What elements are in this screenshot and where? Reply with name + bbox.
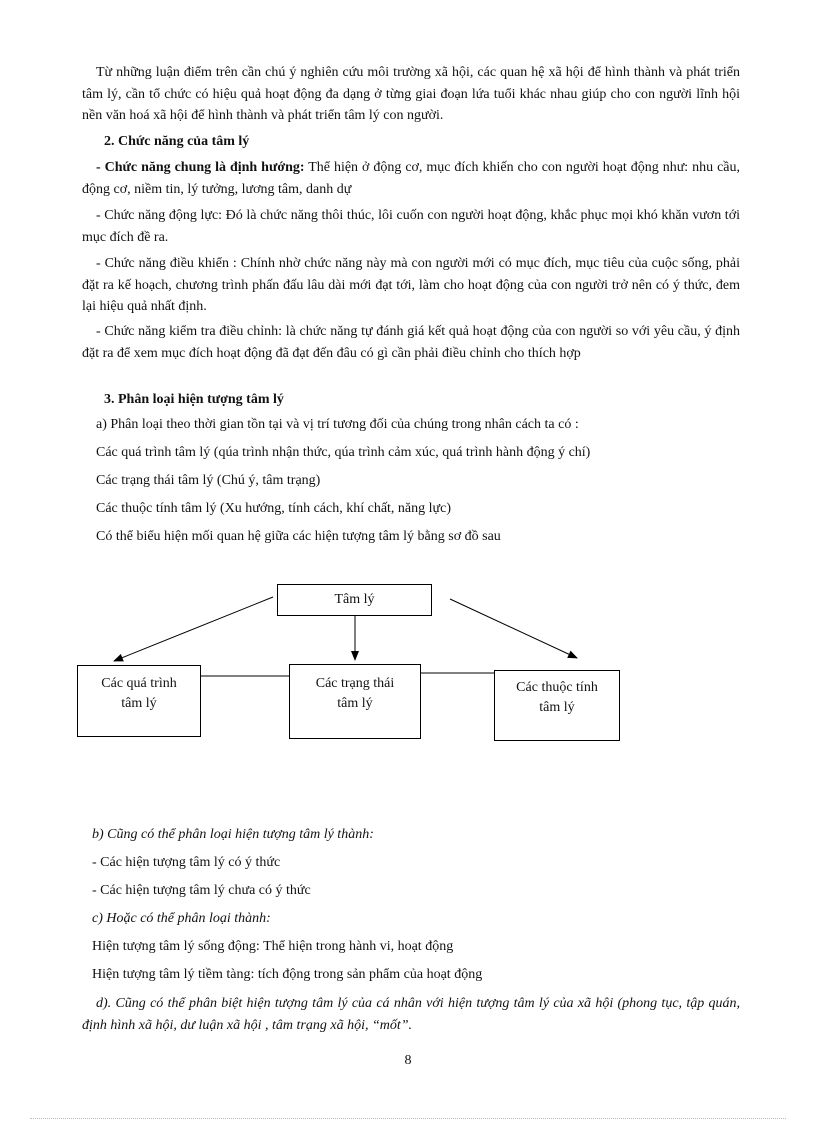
section-3-heading: 3. Phân loại hiện tượng tâm lý <box>104 392 284 407</box>
classification-c-item-1: Hiện tượng tâm lý sống động: Thể hiện trong hành vi, hoạt động <box>92 939 454 954</box>
intro-paragraph: Từ những luận điểm trên cần chú ý nghiên cứu môi trường xã hội, các quan hệ xã hội để hình thành và phát triển tâm lý, cần tổ chức có hiệu quả hoạt động đa dạng ở từng giai đoạn lứa tuổi khác nhau giúp cho con người lĩnh hội nền văn hoá xã hội để hình thành và phát triển tâm lý con người. <box>82 65 740 123</box>
states-line-1: Các trạng thái <box>315 676 395 691</box>
classification-c-title: c) Hoặc có thể phân loại thành: <box>92 911 271 926</box>
classification-a-item-1: Các quá trình tâm lý (qúa trình nhận thức, qúa trình cảm xúc, quá trình hành động ý chí) <box>96 445 591 460</box>
page-bottom-rule <box>30 1118 786 1119</box>
attributes-line-1: Các thuộc tính <box>516 680 598 695</box>
diagram-root-label: Tâm lý <box>334 592 375 607</box>
diagram-box-states <box>289 664 421 739</box>
function-adjust-paragraph: - Chức năng kiểm tra điều chỉnh: là chức năng tự đánh giá kết quả hoạt động của con người so với yêu cầu, ý định đặt ra để xem mục đích hoạt động đã đạt đến đâu có gì cần phải điều chỉnh cho thích hợp <box>82 324 740 361</box>
diagram-box-processes <box>77 665 201 737</box>
processes-line-2: tâm lý <box>121 696 157 711</box>
page-number: 8 <box>404 1053 412 1068</box>
function-general-label: - Chức năng chung là định hướng: <box>96 160 305 175</box>
classification-b-item-2: - Các hiện tượng tâm lý chưa có ý thức <box>92 883 311 898</box>
function-general-text: Thể hiện ở động cơ, mục đích khiến cho con người hoạt động như: nhu cầu, động cơ, niềm tin, lý tưởng, lương tâm, danh dự <box>82 160 741 197</box>
classification-b-item-1: - Các hiện tượng tâm lý có ý thức <box>92 855 281 870</box>
attributes-line-2: tâm lý <box>539 700 575 715</box>
processes-line-1: Các quá trình <box>101 676 177 691</box>
classification-b-title: b) Cũng có thể phân loại hiện tượng tâm lý thành: <box>92 827 374 842</box>
classification-a-item-3: Các thuộc tính tâm lý (Xu hướng, tính cách, khí chất, năng lực) <box>96 501 451 516</box>
function-motivation-paragraph: - Chức năng động lực: Đó là chức năng thôi thúc, lôi cuốn con người hoạt động, khắc phục mọi khó khăn vươn tới mục đích đề ra. <box>82 208 740 245</box>
arrow-to-right-box <box>450 599 577 658</box>
section-2-heading: 2. Chức năng của tâm lý <box>104 134 250 149</box>
states-line-2: tâm lý <box>337 696 373 711</box>
arrow-to-left-box <box>114 597 273 661</box>
classification-c-item-2: Hiện tượng tâm lý tiềm tàng: tích động trong sản phẩm của hoạt động <box>92 967 483 982</box>
diagram-intro-line: Có thể biểu hiện mối quan hệ giữa các hiện tượng tâm lý bằng sơ đồ sau <box>96 529 501 544</box>
classification-a-line: a) Phân loại theo thời gian tồn tại và vị trí tương đối của chúng trong nhân cách ta có : <box>96 417 579 432</box>
diagram-root-box <box>277 584 432 616</box>
diagram-box-attributes <box>494 670 620 741</box>
function-control-paragraph: - Chức năng điều khiển : Chính nhờ chức năng này mà con người mới có mục đích, mục tiêu của cuộc sống, phải đặt ra kế hoạch, chương trình phấn đấu lâu dài mới đạt tới, làm cho hoạt động của con người trở nên có ý thức, đem lại hiệu quả nhất định. <box>82 256 740 314</box>
classification-a-item-2: Các trạng thái tâm lý (Chú ý, tâm trạng) <box>96 473 321 488</box>
classification-d-paragraph: d). Cũng có thể phân biệt hiện tượng tâm lý của cá nhân với hiện tượng tâm lý của xã hội (phong tục, tập quán, định hình xã hội, dư luận xã hội , tâm trạng xã hội, “mốt”. <box>82 996 740 1033</box>
